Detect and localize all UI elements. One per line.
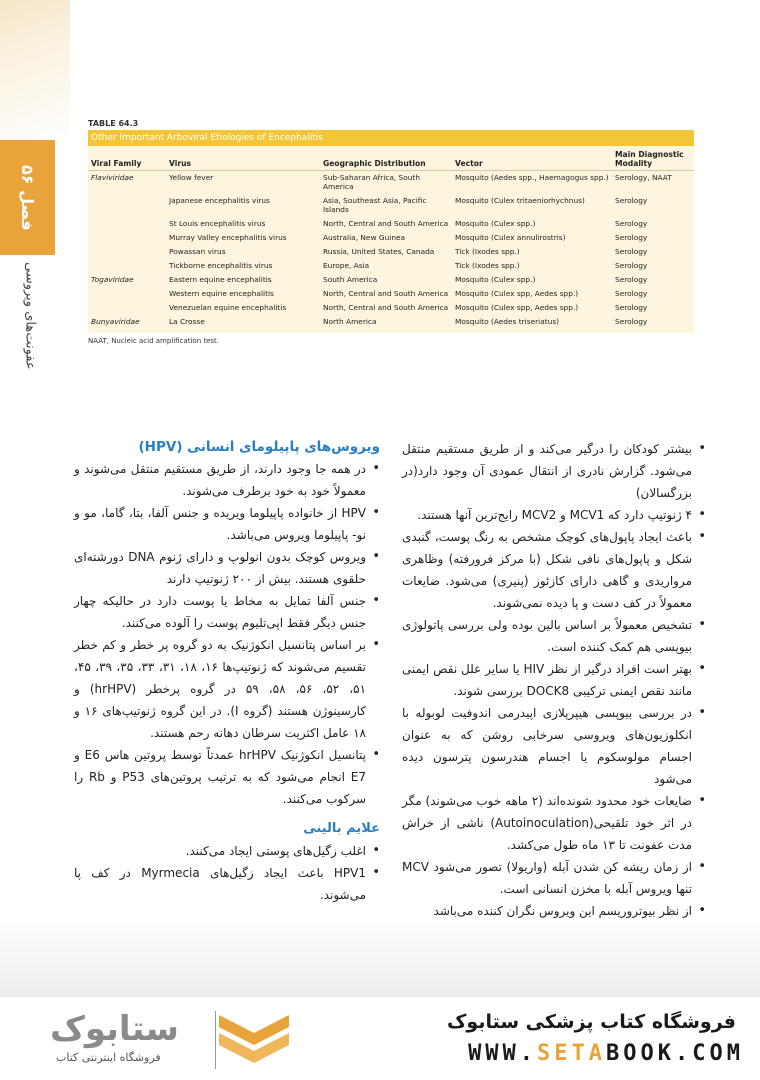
table-cell: North, Central and South America: [323, 289, 449, 298]
table-row: [88, 171, 694, 195]
url-prefix: WWW.: [468, 1041, 538, 1066]
table-cell: South America: [323, 275, 378, 284]
table-cell: Mosquito (Culex tritaeniorhychnus): [455, 196, 585, 205]
table-cell: St Louis encephalitis virus: [169, 219, 266, 228]
store-title: فروشگاه کتاب پزشکی ستابوک: [446, 1011, 736, 1033]
table-row: [88, 301, 694, 315]
clinical-signs-list: [74, 840, 380, 906]
list-item: • بر اساس پتانسیل انکوژنیک به دو گروه پر خطر و کم خطر تقسیم می‌شوند که ژنوتیپ‌ها ۱۶، ۱۸، ۳۱، ۳۳، ۳۵، ۳۹، ۴۵، ۵۱، ۵۲، ۵۶، ۵۸، ۵۹ در گروه پرخطر (hrHPV) و کارسینوژن هستند (گروه I). در این گروه ژنوتیپ‌های ۱۶ و ۱۸ عامل اکثریت سرطان دهانه رحم هستند.: [74, 634, 380, 744]
list-item: • بیشتر کودکان را درگیر می‌کند و از طریق مستقیم منتقل می‌شود. گزارش نادری از انتقال عمودی آن وجود دارد(در بزرگسالان): [402, 438, 706, 504]
table-cell: North, Central and South America: [323, 303, 449, 312]
footer-banner: [0, 997, 760, 1080]
table-cell: Mosquito (Culex spp, Aedes spp.): [455, 303, 579, 312]
table-cell: Mosquito (Culex spp, Aedes spp.): [455, 289, 579, 298]
table-cell: Togaviridae: [91, 275, 134, 284]
table-row: [88, 259, 694, 273]
list-item: • باعث ایجاد پاپول‌های کوچک مشخص به رنگ پوست، گنبدی شکل و پاپول‌های نافی شکل (با مرکز فرورفته) وظاهری مرواریدی و گاهی دارای کازئوز (پنیری) می‌شود. ضایعات معمولاً در کف دست و پا دیده نمی‌شوند.: [402, 526, 706, 614]
table-cell: Serology: [615, 275, 648, 284]
list-item: • پتانسیل انکوژنیک hrHPV عمدتاً توسط پروتین هاس E6 و E7 انجام می‌شود که به ترتیب پروتین‌های P53 و Rb را سرکوب می‌کنند.: [74, 744, 380, 810]
table-cell: [88, 217, 166, 231]
table-cell: Serology: [615, 196, 648, 205]
chapter-subtitle: عفونت‌های ویروسی: [22, 262, 38, 370]
list-item: • از نظر بیوتروریسم این ویروس نگران کننده می‌باشد: [402, 900, 706, 922]
list-item: • از زمان ریشه کن شدن آبله (واریولا) تصور می‌شود MCV تنها ویروس آبله با مخزن انسانی است.: [402, 856, 706, 900]
table-header-cell: Main Diagnostic Modality: [612, 146, 694, 171]
table-header-cell: Geographic Distribution: [320, 146, 452, 171]
table-cell: Serology: [615, 303, 648, 312]
data-table: [88, 146, 694, 329]
list-item: • HPV1 باعث ایجاد زگیل‌های Myrmecia در کف پا می‌شوند.: [74, 862, 380, 906]
table-cell: Murray Valley encephalitis virus: [169, 233, 287, 242]
table-cell: [88, 194, 166, 217]
table-footnote: NAAT, Nucleic acid amplification test.: [88, 337, 220, 345]
footer-fade: [0, 920, 760, 998]
table-cell: Mosquito (Culex annulirostris): [455, 233, 566, 242]
table-cell: Eastern equine encephalitis: [169, 275, 272, 284]
table-cell: Serology: [615, 261, 648, 270]
table-cell: [88, 287, 166, 301]
hpv-heading: ویروس‌های پاپیلومای انسانی (HPV): [138, 439, 380, 455]
list-item: • جنس آلفا تمایل به مخاط یا پوست دارد در حالیکه چهار جنس دیگر فقط اپی‌تلیوم پوست را آلوده می‌کنند.: [74, 590, 380, 634]
table-cell: Mosquito (Culex spp.): [455, 219, 536, 228]
store-url[interactable]: [468, 1041, 744, 1066]
table-cell: North, Central and South America: [323, 219, 449, 228]
logo-name: ستابوک: [50, 1009, 179, 1049]
table-cell: Europe, Asia: [323, 261, 370, 270]
table-cell: Australia, New Guinea: [323, 233, 406, 242]
table-cell: Flaviviridae: [91, 173, 134, 182]
table-row: [88, 231, 694, 245]
corner-decoration: [0, 0, 70, 140]
table-number: TABLE 64.3: [88, 119, 139, 128]
table-cell: Serology: [615, 247, 648, 256]
table-cell: Sub-Saharan Africa, South America: [323, 173, 421, 191]
list-item: • بهتر است افراد درگیر از نظر HIV یا سایر علل نقص ایمنی مانند نقص ایمنی ترکیبی DOCK8 بررسی شوند.: [402, 658, 706, 702]
list-item: • تشخیص معمولاً بر اساس بالین بوده ولی بررسی پاتولوژی بیوپسی هم کمک کننده است.: [402, 614, 706, 658]
table-cell: [88, 259, 166, 273]
table-row: [88, 245, 694, 259]
table-row: [88, 194, 694, 217]
table-cell: Yellow fever: [169, 173, 214, 182]
list-item: • ضایعات خود محدود شونده‌اند (۲ ماهه خوب می‌شوند) مگر در اثر خود تلقیحی(Autoinoculation) ناشی از خراش مدت عفونت تا ۱۳ ماه طول می‌کشد.: [402, 790, 706, 856]
arboviral-table: [88, 118, 694, 345]
store-logo: [30, 1009, 300, 1071]
list-item: • اغلب زگیل‌های پوستی ایجاد می‌کنند.: [74, 840, 380, 862]
chapter-title: فصل ۵۶: [18, 164, 37, 231]
url-suffix: BOOK.COM: [606, 1041, 744, 1066]
chapter-subtitle-box: [10, 262, 50, 392]
table-cell: Mosquito (Aedes triseriatus): [455, 317, 560, 326]
table-cell: Russia, United States, Canada: [323, 247, 435, 256]
list-item: • در همه جا وجود دارند، از طریق مستقیم منتقل می‌شوند و معمولاً خود به خود برطرف می‌شوند.: [74, 458, 380, 502]
clinical-signs-heading: علایم بالینی: [303, 821, 380, 836]
table-row: [88, 315, 694, 329]
table-header-row: [88, 146, 694, 171]
right-bullet-list: [402, 438, 706, 922]
table-cell: Serology: [615, 317, 648, 326]
table-cell: Venezuelan equine encephalitis: [169, 303, 287, 312]
list-item: • ۴ ژنوتیپ دارد که MCV1 و MCV2 رایج‌ترین آنها هستند.: [402, 504, 706, 526]
left-text-column: [74, 436, 380, 906]
table-cell: [88, 231, 166, 245]
table-cell: Mosquito (Aedes spp., Haemagogus spp.): [455, 173, 609, 182]
right-text-column: [402, 438, 706, 922]
table-row: [88, 273, 694, 287]
table-cell: Asia, Southeast Asia, Pacific Islands: [323, 196, 427, 214]
table-cell: Tick (Ixodes spp.): [455, 261, 520, 270]
logo-tagline: فروشگاه اینترنتی کتاب: [56, 1051, 161, 1064]
table-header-cell: Viral Family: [88, 146, 166, 171]
list-item: • در بررسی بیوپسی هیپرپلازی اپیدرمی اندوفیت لوبوله با انکلوزیون‌های ویروسی سرخابی روشن که به عنوان اجسام مولوسکوم یا اجسام هندرسون پترسون دیده می‌شود: [402, 702, 706, 790]
table-cell: Tick (Ixodes spp.): [455, 247, 520, 256]
table-cell: North America: [323, 317, 377, 326]
table-cell: La Crosse: [169, 317, 205, 326]
table-cell: Bunyaviridae: [91, 317, 140, 326]
table-cell: Serology: [615, 219, 648, 228]
list-item: • HPV از خانواده پاپیلوما ویریده و جنس آلفا، بتا، گاما، مو و نو- پاپیلوما ویروس می‌باشد.: [74, 502, 380, 546]
chevron-logo-icon: [215, 1011, 293, 1069]
url-accent: SETA: [537, 1041, 607, 1066]
table-header-cell: Vector: [452, 146, 612, 171]
table-body: [88, 146, 694, 333]
table-cell: Tickborne encephalitis virus: [169, 261, 273, 270]
table-row: [88, 287, 694, 301]
table-cell: Powassan virus: [169, 247, 226, 256]
list-item: • ویروس کوچک بدون انولوپ و دارای ژنوم DNA دورشته‌ای حلقوی هستند. بیش از ۲۰۰ ژنوتیپ دارند: [74, 546, 380, 590]
table-rows: [88, 171, 694, 330]
table-cell: [88, 245, 166, 259]
table-cell: Serology: [615, 233, 648, 242]
table-cell: Western equine encephalitis: [169, 289, 274, 298]
hpv-bullet-list: [74, 458, 380, 810]
table-row: [88, 217, 694, 231]
table-cell: Japanese encephalitis virus: [169, 196, 270, 205]
table-cell: [88, 301, 166, 315]
table-cell: Serology: [615, 289, 648, 298]
table-cell: Serology, NAAT: [615, 173, 672, 182]
table-header-cell: Virus: [166, 146, 320, 171]
table-title: Other Important Arboviral Etiologies of Encephalitis: [88, 130, 694, 146]
table-cell: Mosquito (Culex spp.): [455, 275, 536, 284]
chapter-tab: [0, 140, 55, 255]
